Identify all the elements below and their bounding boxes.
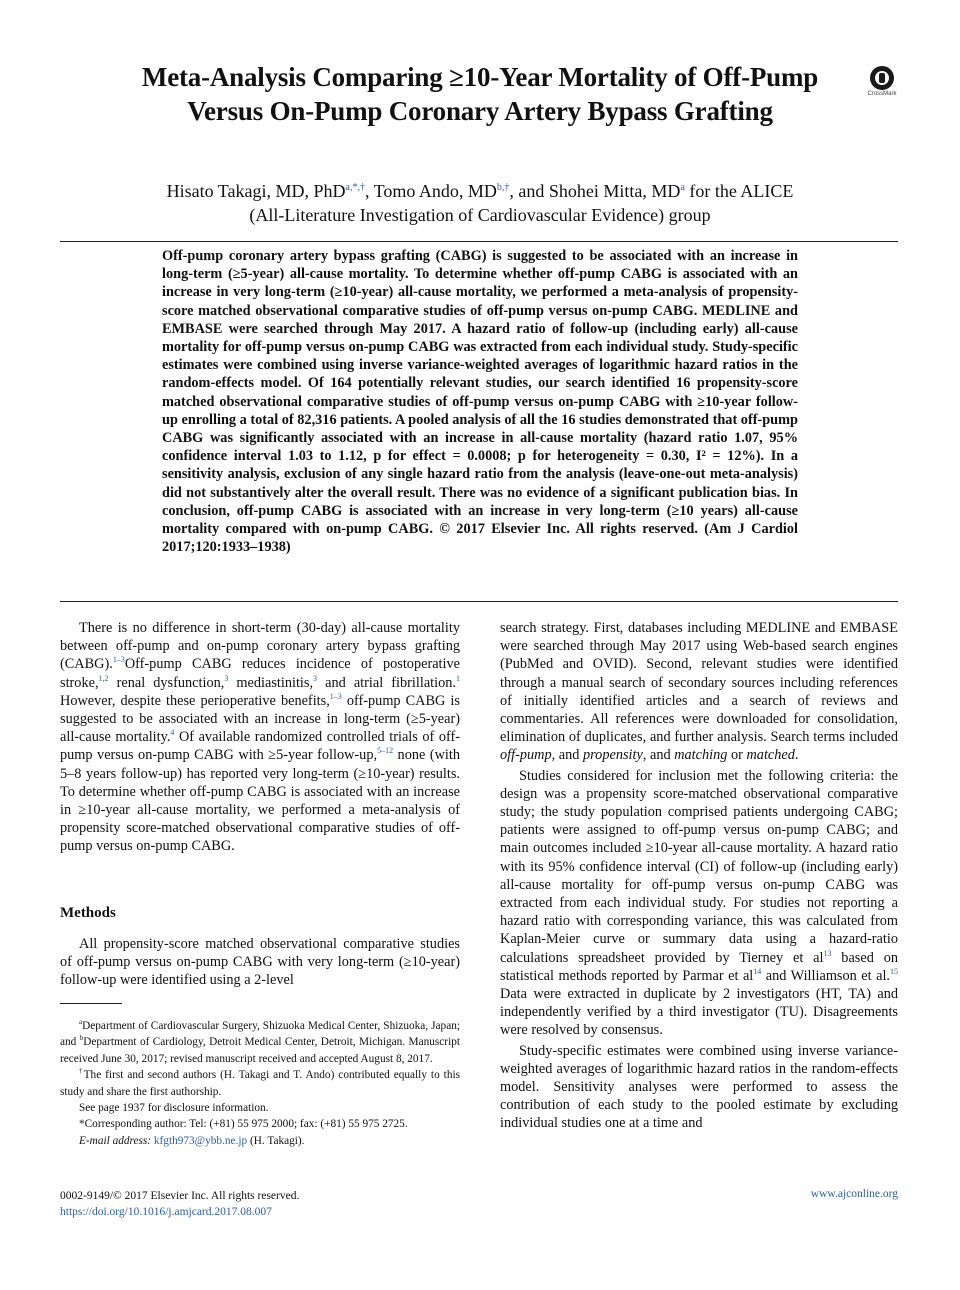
search-strategy-paragraph: search strategy. First, databases including MEDLINE and EMBASE were searched through May 2017 using Web-based search engines (PubMed and OVID). Second, relevant studies were identified through a manual search of secondary sources including references of initially identified articles and a search of reviews and commentaries. All references were downloaded for consolidation, elimination of duplicates, and further analysis. Search terms included off-pump, and propensity, and matching or matched. (500, 620, 898, 764)
group-name: for the ALICE (684, 181, 794, 201)
email-link[interactable]: kfgth973@ybb.ne.jp (153, 1134, 248, 1147)
crossmark-badge[interactable] (864, 66, 900, 97)
author-affiliation-marker[interactable]: b,† (496, 182, 510, 193)
crossmark-label: CrossMark (867, 91, 897, 97)
methods-heading: Methods (60, 905, 116, 921)
author-separator: , (364, 181, 374, 201)
citation-ref[interactable]: 1–3 (112, 655, 125, 665)
inclusion-criteria-paragraph: Studies considered for inclusion met the following criteria: the design was a propensity score-matched observational comparative study; the study population comprised patients undergoing CABG; patients were assigned to off-pump versus on-pump CABG; and main outcomes included ≥10-year all-cause mortality. A hazard ratio with its 95% confidence interval (CI) of follow-up (including early) all-cause mortality for off-pump versus on-pump CABG was extracted from each individual study. For studies not reporting a hazard ratio with corresponding variance, this was calculated from Kaplan-Meier curve or summary data using a hazard-ratio calculations spreadsheet provided by Tierney et $al^{13}$ based on statistical methods reported by Parmar et $al^{14}$ and Williamson et al.$^{15}$ Data were extracted in duplicate by 2 investigators (HT, TA) and independently verified by a third investigator (TU). Disagreements were resolved by consensus. (500, 767, 898, 1039)
group-full-name: (All-Literature Investigation of Cardiovascular Evidence) group (249, 205, 711, 225)
abstract-bottom-rule (60, 601, 898, 602)
citation-ref[interactable]: 13 (823, 948, 832, 958)
author-name: Hisato Takagi, MD, PhD (166, 181, 346, 201)
right-column (500, 619, 898, 1133)
email-footnote: E-mail address: kfgth973@ybb.ne.jp (H. Takagi). (79, 1134, 305, 1147)
author-name: Shohei Mitta, MD (548, 181, 681, 201)
citation-ref[interactable]: 15 (890, 967, 898, 977)
methods-column (60, 935, 460, 990)
corresponding-author-footnote: *Corresponding author: Tel: (+81) 55 975 2000; fax: (+81) 55 975 2725. (79, 1118, 408, 1131)
doi-link[interactable]: https://doi.org/10.1016/j.amjcard.2017.08.007 (60, 1206, 272, 1218)
crossmark-icon (870, 66, 894, 90)
disclosure-footnote: See page 1937 for disclosure information. (79, 1102, 269, 1115)
author-name: Tomo Ando, MD (373, 181, 497, 201)
journal-website-link[interactable]: www.ajconline.org (810, 1188, 898, 1200)
author-affiliation-marker[interactable]: a (680, 182, 685, 193)
issn-line: 0002-9149/© 2017 Elsevier Inc. All rights reserved. (60, 1190, 300, 1202)
citation-ref[interactable]: 4 (170, 728, 175, 738)
abstract-top-rule (60, 241, 898, 242)
citation-ref[interactable]: 3 (313, 673, 318, 683)
affiliation-footnote: $^a$Department of Cardiovascular Surgery, Shizuoka Medical Center, Shizuoka, Japan; and $^b$Department of Cardiology, Detroit Medical Center, Detroit, Michigan. Manuscript received June 30, 2017; revised manuscript received and accepted August 8, 2017. (60, 1018, 460, 1065)
footnotes (60, 1018, 460, 1149)
footer-citation (60, 1188, 299, 1220)
author-affiliation-marker[interactable]: a,*,† (345, 182, 365, 193)
citation-ref[interactable]: 5–12 (377, 746, 394, 756)
citation-ref[interactable]: 14 (753, 967, 762, 977)
article-title: Meta-Analysis Comparing ≥10-Year Mortality of Off-Pump Versus On-Pump Coronary Artery Bypass Grafting (141, 62, 819, 126)
citation-ref[interactable]: 1,2 (98, 673, 109, 683)
footnote-rule (60, 1003, 122, 1004)
intro-paragraph: There is no difference in short-term (30-day) all-cause mortality between off-pump and on-pump coronary artery bypass grafting (CABG).$^{1-3}$Off-pump CABG reduces incidence of postoperative stroke,$^{1,2}$ renal dysfunction,$^3$ mediastinitis,$^3$ and atrial fibrillation.$^1$ However, despite these perioperative benefits,$^{1-3}$ off-pump CABG is suggested to be associated with an increase in long-term (≥5-year) all-cause mortality.$^4$ Of available randomized controlled trials of off-pump versus on-pump CABG with ≥5-year follow-up,$^{5-12}$ none (with 5–8 years follow-up) has reported very long-term (≥10-year) results. To determine whether off-pump CABG is associated with an increase in ≥10-year all-cause mortality, we performed a meta-analysis of propensity score-matched observational comparative studies of off-pump versus on-pump CABG. (60, 620, 460, 855)
equal-contribution-footnote: †The first and second authors (H. Takagi and T. Ando) contributed equally to this study and share the first authorship. (60, 1067, 460, 1098)
citation-ref[interactable]: 1 (455, 673, 460, 683)
abstract: Off-pump coronary artery bypass grafting (CABG) is suggested to be associated with an increase in long-term (≥5-year) all-cause mortality. To determine whether off-pump CABG is associated with an increase in very long-term (≥10-year) all-cause mortality, we performed a meta-analysis of propensity-score matched observational comparative studies of off-pump versus on-pump CABG. MEDLINE and EMBASE were searched through May 2017. A hazard ratio of follow-up (including early) all-cause mortality for off-pump versus on-pump CABG was extracted from each individual study. Study-specific estimates were combined using inverse variance-weighted averages of logarithmic hazard ratios in the random-effects model. Of 164 potentially relevant studies, our search identified 16 propensity-score matched observational comparative studies of off-pump versus on-pump CABG with ≥10-year follow-up enrolling a total of 82,316 patients. A pooled analysis of all the 16 studies demonstrated that off-pump CABG was significantly associated with an increase in all-cause mortality (hazard ratio 1.07, 95% confidence interval 1.03 to 1.12, p for effect = 0.0008; p for heterogeneity = 0.30, I² = 12%). In a sensitivity analysis, exclusion of any single hazard ratio from the analysis (leave-one-out meta-analysis) did not substantively alter the overall result. There was no evidence of a significant publication bias. In conclusion, off-pump CABG is associated with an increase in very long-term (≥10 years) all-cause mortality compared with on-pump CABG. © 2017 Elsevier Inc. All rights reserved. (Am J Cardiol 2017;120:1933–1938) (162, 248, 798, 556)
citation-ref[interactable]: 3 (224, 673, 229, 683)
left-column (60, 619, 460, 856)
citation-ref[interactable]: 1–3 (329, 692, 342, 702)
author-list (60, 179, 900, 227)
methods-paragraph: All propensity-score matched observational comparative studies of off-pump versus on-pump CABG with very long-term (≥10-year) follow-up were identified using a 2-level (60, 936, 460, 989)
statistics-paragraph: Study-specific estimates were combined using inverse variance-weighted averages of logarithmic hazard ratios in the random-effects model. Sensitivity analyses were performed to assess the contribution of each study to the pooled estimate by excluding individual studies one at a time and (500, 1042, 898, 1132)
author-separator: , and (509, 181, 549, 201)
